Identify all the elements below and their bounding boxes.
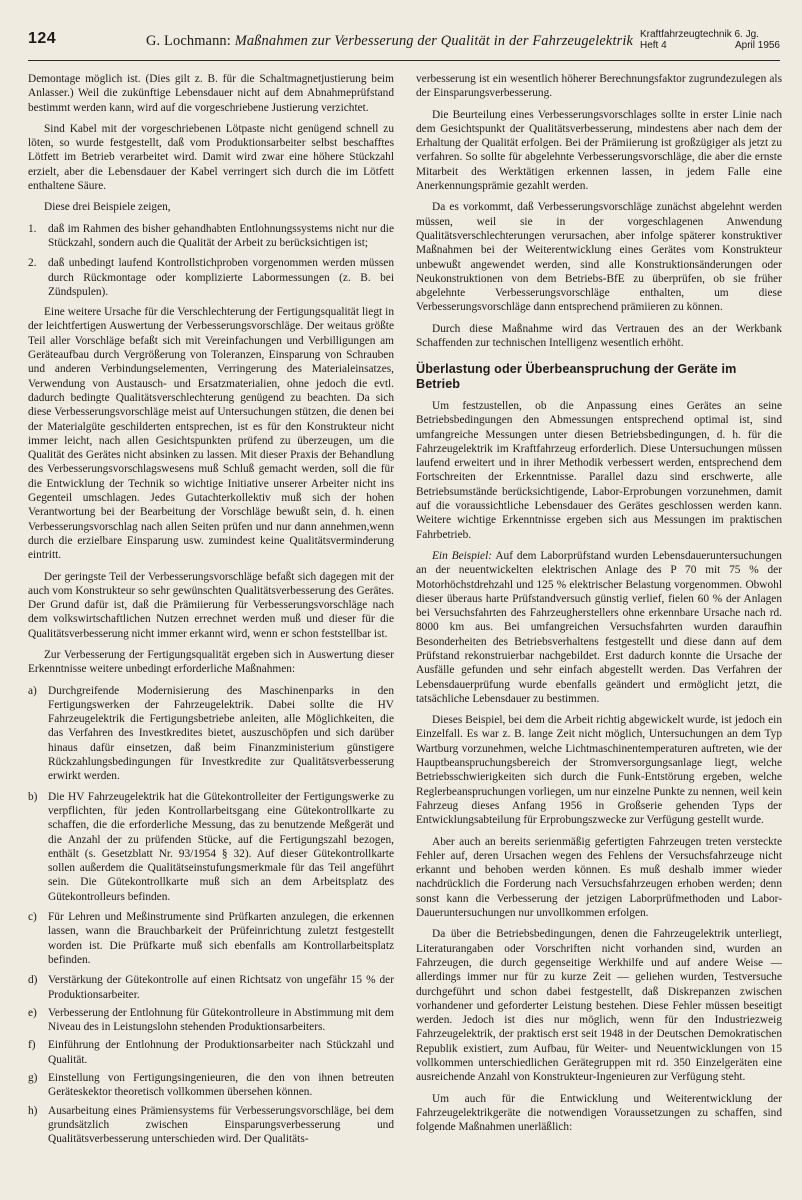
list-item [28, 1038, 394, 1067]
list-marker: 1. [28, 222, 37, 235]
paragraph: Diese drei Beispiele zeigen, [44, 201, 171, 214]
paragraph: Der geringste Teil der Verbesserungsvorschläge befaßt sich dagegen mit der auch vom Konstrukteur so sehr gewünschten Qualitätsverbesserung des Gerätes. Der Grund dafür ist, daß die Prämiierung für Verbesserungsvorschläge nach dem volkswirtschaftlichen Nutzen errechnet werden muß und dieser für die Qualitätsverbesserung nicht immer erkannt wird, wenn er schon feststellbar ist. [28, 570, 394, 640]
paragraph: Um festzustellen, ob die Anpassung eines Gerätes an seine Betriebsbedingungen den Abmessungen entsprechend optimal ist, sind umfangreiche Messungen unter diesen Betriebsbedingungen, d. h. für die Fahrzeugelektrik im Kraftfahrzeug erforderlich. Diese Untersuchungen müssen laufend erweitert und in ihrer Methodik verbessert werden, entsprechend dem Fortschreiten der Erkenntnisse. Parallel dazu sind erschwerte, alle Betriebsumstände berücksichtigende, Labor-Erprobungen vorzunehmen, damit auf die voraussichtliche Lebensdauer des Gerätes geschlossen werden kann. Weitere wichtige Erkenntnisse ergeben sich aus Messungen im praktischen Fahrbetrieb. [416, 399, 782, 541]
list-marker: 2. [28, 257, 37, 270]
list-text: Einstellung von Fertigungsingenieuren, die den von ihnen betreuten Geräteskektor theoretisch vollkommen übersehen können. [48, 1072, 394, 1099]
paragraph: Durch diese Maßnahme wird das Vertrauen des an der Werkbank Schaffenden zur technischen Intelligenz wesentlich erhöht. [416, 322, 782, 350]
journal-info [640, 29, 780, 51]
list-text: Durchgreifende Modernisierung des Maschinenparks in den Fertigungswerken der Fahrzeugelektrik. Dabei sollte die HV Fahrzeugelektrik die Fertigungsbetriebe anleiten, alle Möglichkeiten, die das Verfahren des Investkredites bietet, auszuschöpfen und sich darüber hinaus dafür einsetzen, daß beim Finanzministerium günstigere Rückzahlungsbedingungen für Investkredite zur Qualitätsverbesserung erwirkt werden. [48, 684, 394, 783]
list-marker: b) [28, 790, 38, 803]
list-marker: c) [28, 911, 37, 924]
numbered-list [28, 222, 394, 299]
paragraph: Zur Verbesserung der Fertigungsqualität ergeben sich in Auswertung dieser Erkenntnisse weitere unbedingt erforderliche Maßnahmen: [28, 648, 394, 676]
paragraph: Da es vorkommt, daß Verbesserungsvorschläge zunächst abgelehnt werden müssen, weil sie in der vorgeschlagenen Anwendung Qualitätsverschlechterungen verursachen, aber infolge späterer konstruktiver Maßnahmen bei der Weiterentwicklung eines Gerätes vom Konstrukteur unbewußt angewendet werden, sind alle Konstruktionsänderungen oder Neukonstruktionen von dem Betriebs-BfE zu überprüfen, ob sie früher abgelehnte Verbesserungsvorschläge enthalten, um diese Verbesserungsvorschläge dann entsprechend prämiieren zu können. [416, 201, 782, 314]
list-item [28, 790, 394, 904]
list-item [28, 910, 394, 967]
paragraph: Aber auch an bereits serienmäßig gefertigten Fahrzeugen treten versteckte Fehler auf, deren Ursachen wegen des Fehlens der Versuchsfahrzeuge nicht erkannt und behoben werden können. Es muß deshalb immer wieder nachdrücklich die Forderung nach Versuchsfahrzeugen erhoben werden; denn sonst kann die Verbesserung der jetzigen Laborprüfmethoden und Labor-Daueruntersuchungen nur unvollkommen erfolgen. [416, 835, 782, 920]
list-text: Einführung der Entlohnung der Produktionsarbeiter nach Stückzahl und Qualität. [48, 1039, 394, 1066]
article-body [28, 72, 782, 1172]
article-title: Maßnahmen zur Verbesserung der Qualität in der Fahrzeugelektrik [234, 33, 634, 49]
list-marker: h) [28, 1104, 38, 1117]
list-text: Verbesserung der Entlohnung für Gütekontrolleure in Abstimmung mit dem Niveau des in Leistungslohn stehenden Produktionsarbeiters. [48, 1006, 394, 1034]
journal-name: Kraftfahrzeugtechnik 6. Jg. [640, 29, 759, 40]
section-heading: Überlastung oder Überbeanspruchung der Geräte im Betrieb [416, 362, 737, 391]
right-column [416, 72, 782, 1172]
list-item [28, 684, 394, 784]
list-marker: g) [28, 1072, 38, 1084]
paragraph [416, 549, 782, 706]
list-marker: f) [28, 1039, 36, 1052]
list-text: Verstärkung der Gütekontrolle auf einen Richtsatz von ungefähr 15 % der Produktionsarbeiter. [48, 974, 394, 1001]
paragraph: Demontage möglich ist. (Dies gilt z. B. für die Schaltmagnetjustierung beim Anlasser.) Weil die zukünftige Lebensdauer nicht auf dem Abnahmeprüfstand bestimmt werden kann, wird auf die vorgeschriebene Justierung verzichtet. [28, 73, 394, 114]
paragraph: Dieses Beispiel, bei dem die Arbeit richtig abgewickelt wurde, ist jedoch ein Einzelfall. Es war z. B. lange Zeit nicht möglich, Untersuchungen an dem Typ Wartburg vorzunehmen, welche Lichtmaschinentemperaturen auftreten, wie der Hauptbeanspruchungsbereich der Stromversorgungsanlage liegt, welche Betriebsschwierigkeiten sich durch die Funk-Entstörung ergeben, welche Reglerbeanspruchungen vorliegen, um nur einzelne Punkte zu nennen, weil kein Fahrzeug dieses Anfang 1956 in Großserie gehenden Typs der Entwicklungsabteilung für Erprobungszwecke zur Verfügung gestellt wurde. [416, 714, 782, 827]
page-number: 124 [28, 30, 57, 47]
paragraph: Sind Kabel mit der vorgeschriebenen Lötpaste nicht genügend schnell zu löten, so wurde festgestellt, daß vom Produktionsarbeiter selbst beschafftes Lötfett im Betrieb verarbeitet wird. Damit wird zwar eine höhere Stückzahl erzielt, aber die Lebensdauer der Kabel verringert sich durch die im Lötfett enthaltene Säure. [28, 122, 394, 193]
list-item [28, 1071, 394, 1100]
paragraph: Eine weitere Ursache für die Verschlechterung der Fertigungsqualität liegt in der leichtfertigen Auswertung der Verbesserungsvorschläge. Der weitaus größte Teil aller Vorschläge befaßt sich mit Vereinfachungen und Verbilligungen am Geräteaufbau durch Vergrößerung von Toleranzen, Einsparung von Schrauben und anderen Verbindungselementen, Verringerung des Materialeinsatzes, Verwendung von Austausch- und Ersatzmaterialien, ohne jedoch die evtl. dadurch bedingte Qualitätsverschlechterung genügend zu beachten. Da sich diese Verbesserungsvorschläge meist auf Untersuchungen stützen, die denen bei der Materialgüte geschilderten entsprechen, ist es für den Konstrukteur nicht immer leicht, nach allen Gesichtspunkten prüfend zu überzeugen, um die Qualität des Gerätes nicht absinken zu lassen. Mit dieser Praxis der Behandlung des Verbesserungsvorschlagswesens muß Schluß gemacht werden, soll die für die Entwicklung der Technik so wichtige Initiative unserer Arbeiter nicht ins Gegenteil umschlagen. Jedes Gutachterkollektiv muß sich der hohen Verantwortung bei der Bearbeitung der Vorschläge bewußt sein, d. h. einen Verbesserungsvorschlag nach allen Seiten prüfen und nur dann annehmen,wenn durch die erzielbare Einsparung usw. zumindest keine Qualitätsverminderung eintritt. [28, 306, 394, 562]
journal-issue: Heft 4 [640, 40, 667, 51]
example-text: Auf dem Laborprüfstand wurden Lebensdaueruntersuchungen an der neuentwickelten elektrischen Anlage des P 70 mit 75 % der Motorhöchstdrehzahl und 125 % elektrischer Belastung vorgenommen. Obwohl dieser überaus harte Prüfstandversuch günstig verlief, fielen 60 % der Anlagen bei Versuchsfahrten des Fahrzeugherstellers ohne erkennbare Ursache nach rd. 8000 km aus. Bei umfangreichen Versuchsfahrten wurden daraufhin Besonderheiten des Betriebsverhaltens festgestellt und diese dann auf dem Prüfstand rekonstruierbar nachgebildet. Erst dadurch konnte die Ursache der Ausfälle gefunden und sehr einfach abgestellt werden. Das Verfahren der Lebensdauerprüfung wurde ebenfalls geändert und ermöglicht jetzt, die tatsächliche Lebensdauer zu bestimmen. [416, 549, 782, 705]
list-text: daß unbedingt laufend Kontrollstichproben vorgenommen werden müssen durch Rückmontage oder komplizierte Labormessungen (z. B. bei Zündspulen). [48, 257, 394, 298]
list-marker: d) [28, 974, 38, 987]
paragraph: verbesserung ist ein wesentlich höherer Berechnungsfaktor zugrundezulegen als der Einsparungsverbesserung. [416, 73, 782, 100]
paragraph: Um auch für die Entwicklung und Weiterentwicklung der Fahrzeugelektrikgeräte die notwendigen Voraussetzungen zu schaffen, sind folgende Maßnahmen unerläßlich: [416, 1092, 782, 1134]
list-item [28, 1104, 394, 1147]
list-item [28, 973, 394, 1002]
list-item [28, 256, 394, 299]
paragraph: Die Beurteilung eines Verbesserungsvorschlages sollte in erster Linie nach dem Gesichtspunkt der Qualitätsverbesserung, mindestens aber nach dem der Erhaltung der Qualität erfolgen. Bei der Prämiierung ist großzügiger als jetzt zu verfahren. So sollte für abgelehnte Verbesserungsvorschläge, die aber die ernste Mitarbeit des Werktätigen erkennen lassen, in jedem Falle eine Anerkennungsprämie gezahlt werden. [416, 108, 782, 193]
page-header [28, 28, 780, 61]
paragraph: Da über die Betriebsbedingungen, denen die Fahrzeugelektrik unterliegt, Literaturangaben oder Vorschriften nicht vorhanden sind, wurden an Fahrzeugen, die durch gegenseitige Werkhilfe und auf andere Weise — allerdings immer nur für zu kurze Zeit — geliehen wurden, Testversuche durchgeführt und schon dabei festgestellt, daß Diskrepanzen zwischen vorhandener und geforderter Leistung bestehen. Diese Fehler müssen beseitigt werden. Jedoch ist dies nur möglich, wenn für den Industriezweig Fahrzeugelektrik, der praktisch erst seit 1948 in der Deutschen Demokratischen Republik existiert, zum Aufbau, für Weiter- und Neuentwicklungen von 15 vollkommen unterschiedlichen Gerätegruppen mit rd. 350 Einzelgeräten eine ausreichende Anzahl von Konstrukteur-Ingenieuren zur Verfügung steht. [416, 928, 782, 1084]
author-name: G. Lochmann: [146, 33, 231, 49]
journal-date: April 1956 [734, 40, 780, 51]
running-title [146, 33, 633, 50]
journal-issue-row [640, 40, 780, 51]
list-text: Ausarbeitung eines Prämiensystems für Verbesserungsvorschläge, bei dem grundsätzlich zwischen Einsparungsverbesserung und Qualitätsverbesserung unterschieden wird. Der Qualitäts- [48, 1104, 394, 1146]
list-item [28, 222, 394, 251]
list-marker: a) [28, 684, 37, 697]
list-text: daß im Rahmen des bisher gehandhabten Entlohnungssystems nicht nur die Stückzahl, sondern auch die Qualität der Arbeit zu berücksichtigen ist; [48, 222, 394, 249]
list-text: Die HV Fahrzeugelektrik hat die Gütekontrolleiter der Fertigungswerke zu verpflichten, für jeden Kontrollarbeitsgang eine Gütekontrollkarte zu schaffen, die die erforderliche Messung, das zu benutzende Meßgerät und die Anzahl der zu prüfenden Stücke, auf die Fertigungszahl bezogen, enthält (s. Gesetzblatt Nr. 93/1954 § 32). Auf dieser Gütekontrollkarte sollen außerdem die Qualitätseinstufungsmerkmale für das Teil angeführt sein. Die Gütekontrollkarte muß sich an dem Arbeitsplatz des Gütekontrolleurs befinden. [48, 790, 394, 903]
left-column [28, 72, 394, 1172]
list-text: Für Lehren und Meßinstrumente sind Prüfkarten anzulegen, die erkennen lassen, wann die Brauchbarkeit der Prüfeinrichtung zuletzt festgestellt worden ist. Die Prüfkarte muß sich ebenfalls am Kontrollarbeitsplatz befinden. [48, 911, 394, 966]
measures-list [28, 684, 394, 1147]
list-marker: e) [28, 1006, 37, 1019]
example-lead: Ein Beispiel: [432, 549, 493, 562]
list-item [28, 1006, 394, 1035]
